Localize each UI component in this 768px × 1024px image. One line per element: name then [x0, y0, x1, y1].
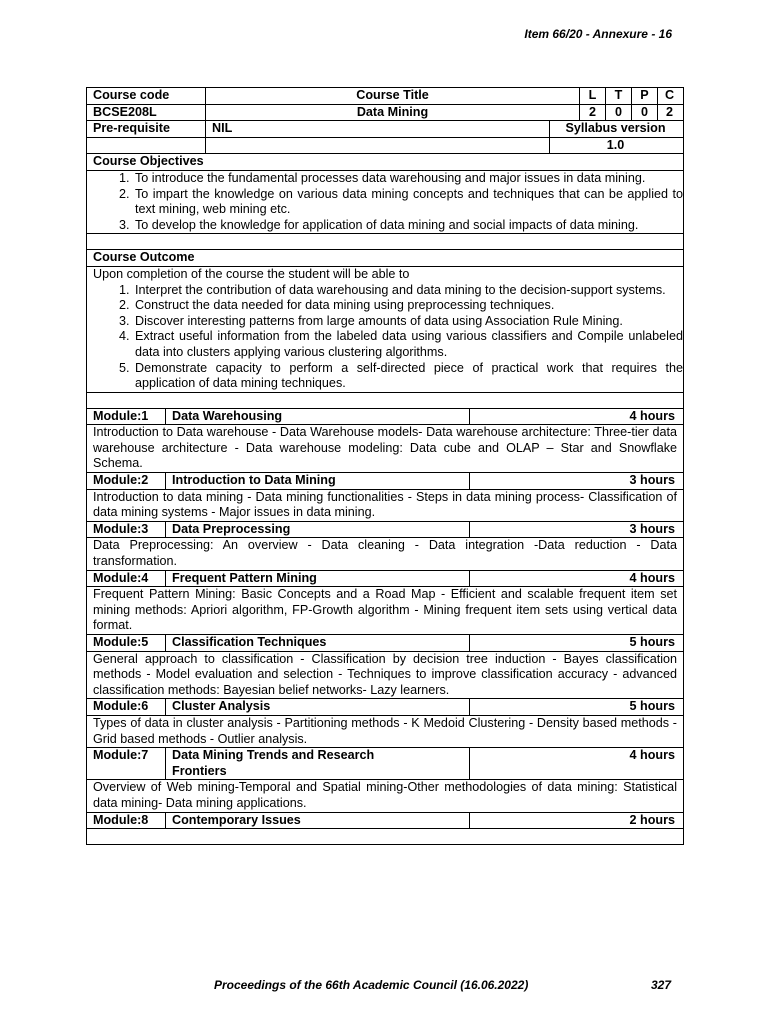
module-header-row — [87, 521, 683, 538]
module-hours: 3 hours — [469, 522, 681, 538]
objective-item: 2. To impart the knowledge on various data mining concepts and techniques that can be applied to text mining, web mining etc. — [133, 187, 683, 218]
footer-text: Proceedings of the 66th Academic Council (16.06.2022) — [214, 978, 529, 992]
module-hours: 2 hours — [469, 813, 681, 829]
course-title: Data Mining — [205, 105, 579, 121]
module-content: Overview of Web mining-Temporal and Spatial mining-Other methodologies of data mining: Statistical data mining- Data mining applications. — [93, 780, 677, 810]
t-label: T — [605, 88, 631, 104]
module-content-row — [87, 424, 683, 472]
module-hours: 5 hours — [469, 699, 681, 715]
module-content-row — [87, 537, 683, 569]
module-header-row — [87, 408, 683, 425]
module-header-row — [87, 634, 683, 651]
module-content: Types of data in cluster analysis - Partitioning methods - K Medoid Clustering - Density based methods - Grid based methods - Outlier analysis. — [93, 715, 677, 746]
header-item-ref: Item 66/20 - Annexure - 16 — [524, 27, 672, 41]
objectives-list — [87, 171, 683, 233]
module-hours: 4 hours — [469, 748, 681, 779]
module-title: Cluster Analysis — [165, 699, 469, 715]
prereq-value: NIL — [205, 121, 549, 137]
p-value: 0 — [631, 105, 657, 121]
spacer-row — [87, 392, 683, 408]
outcome-item: 1. Interpret the contribution of data warehousing and data mining to the decision-support systems. — [133, 283, 683, 299]
module-title: Introduction to Data Mining — [165, 473, 469, 489]
outcome-body — [87, 266, 683, 392]
course-code: BCSE208L — [93, 104, 157, 119]
module-hours: 4 hours — [469, 409, 681, 425]
course-code-label: Course code — [93, 88, 170, 102]
module-title: Data Mining Trends and Research Frontiers — [165, 748, 469, 779]
module-content: Frequent Pattern Mining: Basic Concepts and a Road Map - Efficient and scalable frequent item set mining methods: Apriori algorithm, FP-Growth algorithm - Mining frequent item sets using vertical data format. — [93, 587, 677, 633]
objective-item: 3. To develop the knowledge for application of data mining and social impacts of data mining. — [133, 218, 683, 234]
outcome-item: 2. Construct the data needed for data mining using preprocessing techniques. — [133, 298, 683, 314]
syllabus-version-row — [87, 137, 683, 154]
outcome-heading-row — [87, 249, 683, 266]
course-values-row — [87, 104, 683, 121]
module-content-row — [87, 715, 683, 747]
outcome-list — [87, 283, 683, 392]
module-content: General approach to classification - Classification by decision tree induction - Bayes classification methods - Model evaluation and selection - Techniques to improve classification accuracy - advanced classification methods: Bayesian belief networks- Lazy learners. — [93, 651, 677, 697]
prereq-label: Pre-requisite — [93, 121, 170, 136]
module-label: Module:1 — [93, 408, 149, 423]
module-label: Module:6 — [93, 699, 149, 714]
module-title: Frequent Pattern Mining — [165, 571, 469, 587]
outcome-intro: Upon completion of the course the student will be able to — [93, 266, 410, 281]
module-label: Module:4 — [93, 570, 149, 585]
module-header-row — [87, 472, 683, 489]
c-label: C — [657, 88, 681, 104]
outcome-heading: Course Outcome — [93, 250, 195, 265]
c-value: 2 — [657, 105, 681, 121]
module-content: Introduction to Data warehouse - Data Warehouse models- Data warehouse architecture: Three-tier data warehouse architecture - Data warehouse modeling: Data cube and OLAP – Star and Snowflake Schema. — [93, 425, 677, 471]
module-label: Module:8 — [93, 812, 149, 827]
p-label: P — [631, 88, 657, 104]
outcome-item: 4. Extract useful information from the labeled data using various classifiers and Compile unlabeled data into clusters applying various clustering algorithms. — [133, 329, 683, 360]
outcome-item: 5. Demonstrate capacity to perform a self-directed piece of practical work that requires the application of data mining techniques. — [133, 361, 683, 392]
course-title-label: Course Title — [205, 88, 579, 104]
syllabus-version: 1.0 — [549, 138, 681, 154]
module-content: Data Preprocessing: An overview - Data cleaning - Data integration -Data reduction - Data transformation. — [93, 538, 677, 569]
l-value: 2 — [579, 105, 605, 121]
module-title: Data Warehousing — [165, 409, 469, 425]
module-hours: 4 hours — [469, 571, 681, 587]
module-title: Contemporary Issues — [165, 813, 469, 829]
module-content — [87, 829, 683, 844]
module-label: Module:7 — [93, 748, 149, 763]
objectives-body — [87, 170, 683, 233]
course-header-row — [87, 88, 683, 104]
module-hours: 3 hours — [469, 473, 681, 489]
module-label: Module:3 — [93, 521, 149, 536]
module-header-row — [87, 747, 683, 779]
module-content-row — [87, 828, 683, 844]
outcome-item: 3. Discover interesting patterns from large amounts of data using Association Rule Mining. — [133, 314, 683, 330]
module-content: Introduction to data mining - Data mining functionalities - Steps in data mining process- Classification of data mining systems - Major issues in data mining. — [93, 489, 677, 520]
module-label: Module:5 — [93, 635, 149, 649]
module-header-row — [87, 570, 683, 587]
module-content-row — [87, 586, 683, 634]
syllabus-version-label: Syllabus version — [549, 121, 681, 137]
module-header-row — [87, 812, 683, 829]
l-label: L — [579, 88, 605, 104]
objective-item: 1. To introduce the fundamental processes data warehousing and major issues in data mining. — [133, 171, 683, 187]
syllabus-table — [86, 87, 684, 845]
module-content-row — [87, 651, 683, 699]
module-header-row — [87, 698, 683, 715]
module-title: Classification Techniques — [165, 635, 469, 651]
objectives-heading: Course Objectives — [93, 154, 204, 169]
module-hours: 5 hours — [469, 635, 681, 651]
spacer-row — [87, 233, 683, 249]
module-content-row — [87, 779, 683, 811]
page-number: 327 — [651, 978, 672, 992]
module-label: Module:2 — [93, 473, 149, 488]
objectives-heading-row — [87, 153, 683, 170]
t-value: 0 — [605, 105, 631, 121]
prereq-row — [87, 120, 683, 137]
module-title: Data Preprocessing — [165, 522, 469, 538]
module-content-row — [87, 489, 683, 521]
